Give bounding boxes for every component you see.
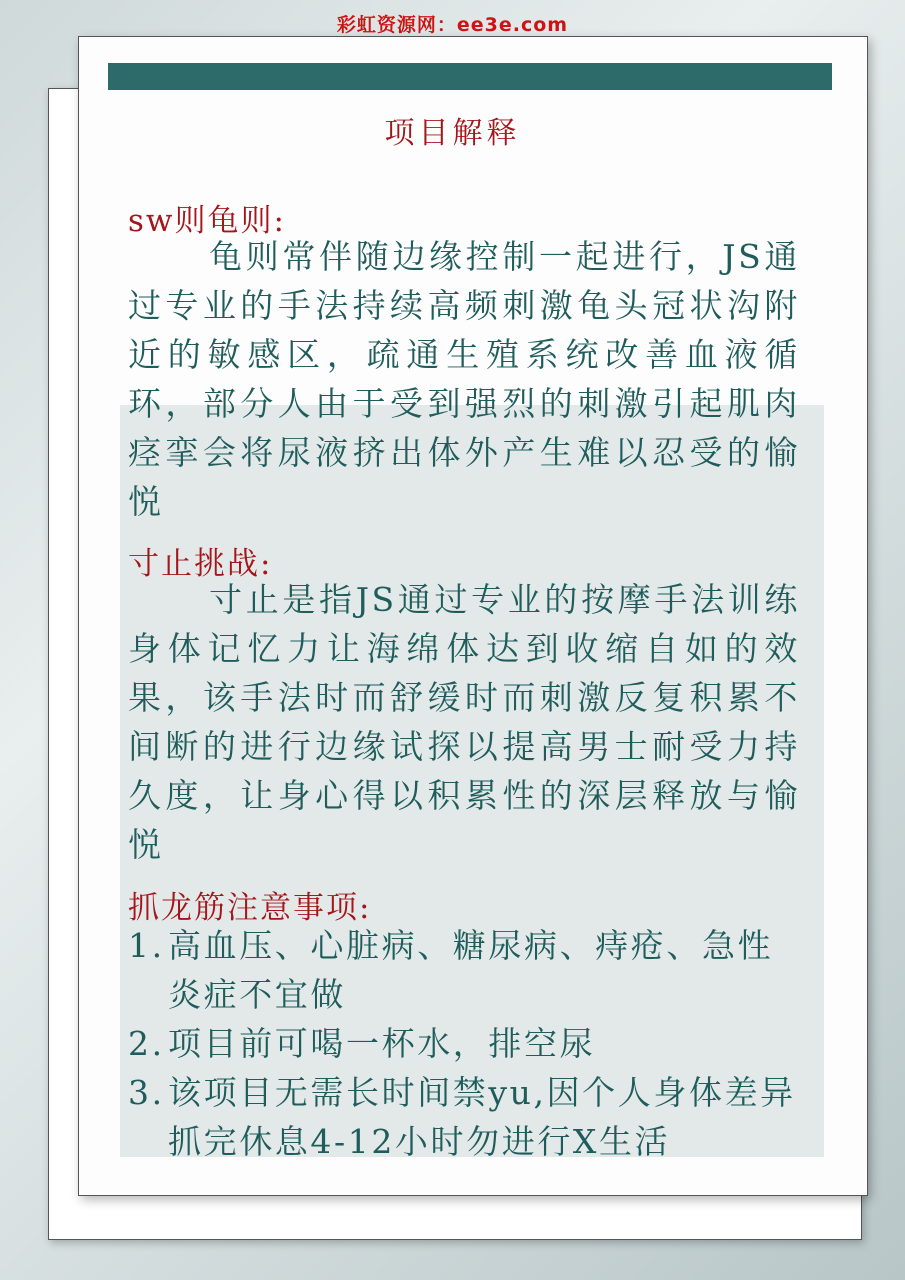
list-item [128,921,800,1019]
section-heading-3: 抓龙筋注意事项: [128,890,372,926]
section-body-1 [128,232,800,526]
section-body-1-text: 龟则常伴随边缘控制一起进行，JS通过专业的手法持续高频刺激龟头冠状沟附近的敏感区，疏通生殖系统改善血液循环，部分人由于受到强烈的刺激引起肌肉痉挛会将尿液挤出体外产生难以忍受的愉悦 [128,237,800,521]
list-item-number: 1. [128,926,165,965]
site-watermark: 彩虹资源网：ee3e.com [336,14,569,36]
section-body-2 [128,575,800,869]
precautions-list [128,921,800,1166]
list-item-text: 项目前可喝一杯水，排空尿 [168,1024,596,1063]
list-item [128,1068,800,1166]
section-heading-1: sw则龟则: [128,203,286,239]
section-heading-2: 寸止挑战: [128,546,273,582]
list-item-number: 2. [128,1024,165,1063]
page-title: 项目解释 [384,116,521,151]
list-item-number: 3. [128,1073,165,1112]
section-body-2-text: 寸止是指JS通过专业的按摩手法训练身体记忆力让海绵体达到收缩自如的效果，该手法时而舒缓时而刺激反复积累不间断的进行边缘试探以提高男士耐受力持久度，让身心得以积累性的深层释放与愉悦 [128,580,800,864]
list-item-text: 该项目无需长时间禁yu,因个人身体差异抓完休息4-12小时勿进行X生活 [168,1073,796,1161]
list-item-text: 高血压、心脏病、糖尿病、痔疮、急性炎症不宜做 [168,926,774,1014]
list-item [128,1019,800,1068]
header-bar [108,63,832,90]
